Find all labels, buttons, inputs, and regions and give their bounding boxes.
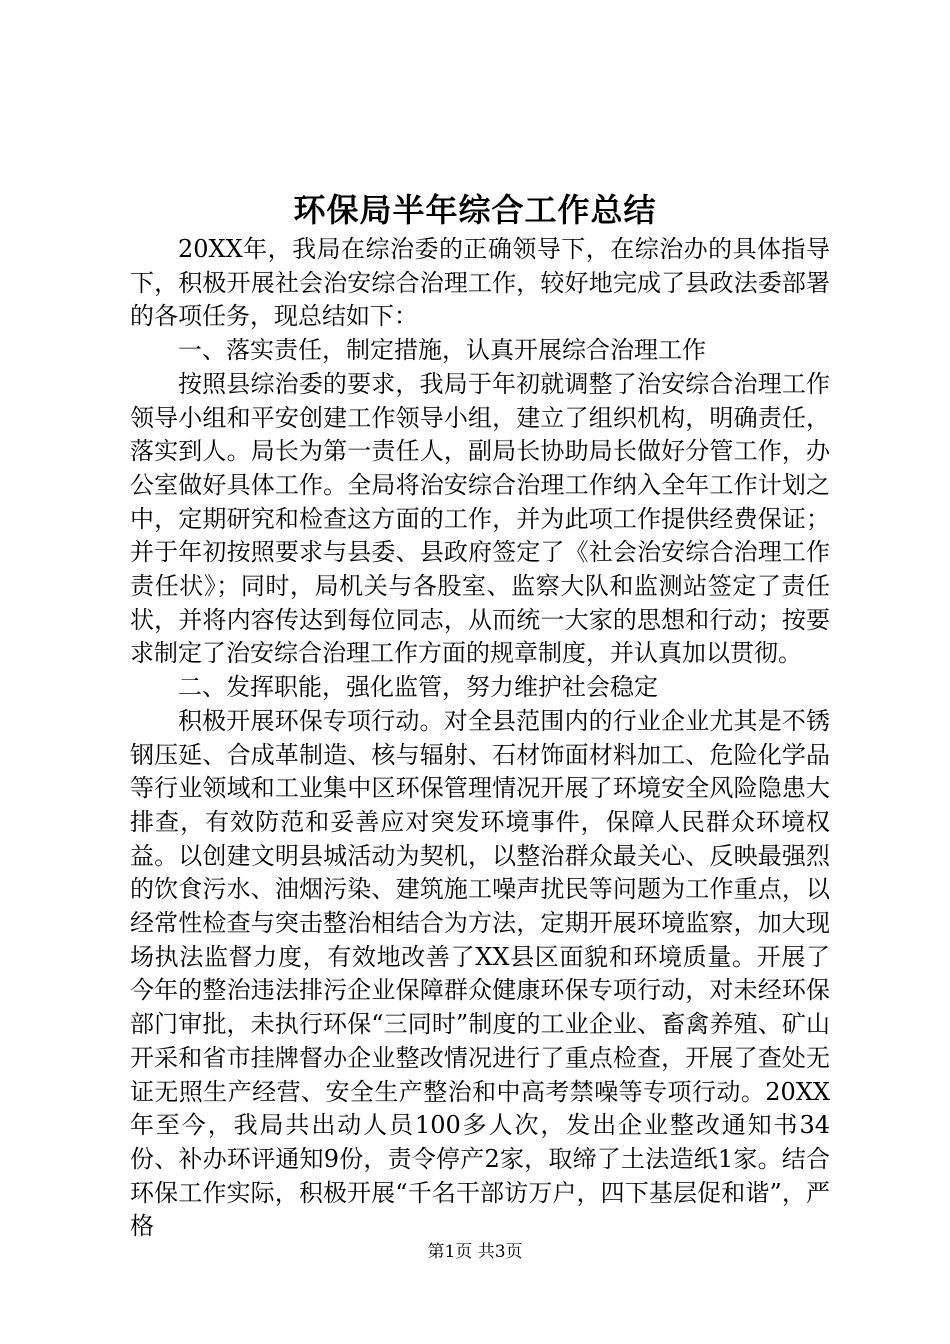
intro-paragraph: 20XX年，我局在综治委的正确领导下，在综治办的具体指导下，积极开展社会治安综合治理工作，较好地完成了县政法委部署的各项任务，现总结如下： xyxy=(130,235,830,331)
document-body xyxy=(130,233,830,1244)
section-1-paragraph: 按照县综治委的要求，我局于年初就调整了治安综合治理工作领导小组和平安创建工作领导小组，建立了组织机构，明确责任，落实到人。局长为第一责任人，副局长协助局长做好分管工作，办公室做好具体工作。全局将治安综合治理工作纳入全年工作计划之中，定期研究和检查这方面的工作，并为此项工作提供经费保证；并于年初按照要求与县委、县政府签定了《社会治安综合治理工作责任状》；同时，局机关与各股室、监察大队和监测站签定了责任状，并将内容传达到每位同志，从而统一大家的思想和行动；按要求制定了治安综合治理工作方面的规章制度，并认真加以贯彻。 xyxy=(130,369,830,668)
page-number-footer: 第1页 共3页 xyxy=(427,1242,523,1262)
section-2-paragraph: 积极开展环保专项行动。对全县范围内的行业企业尤其是不锈钢压延、合成革制造、核与辐射、石材饰面材料加工、危险化学品等行业领域和工业集中区环保管理情况开展了环境安全风险隐患大排查，有效防范和妥善应对突发环境事件，保障人民群众环境权益。以创建文明县城活动为契机，以整治群众最关心、反映最强烈的饮食污水、油烟污染、建筑施工噪声扰民等问题为工作重点，以经常性检查与突击整治相结合为方法，定期开展环境监察，加大现场执法监督力度，有效地改善了XX县区面貌和环境质量。开展了今年的整治违法排污企业保障群众健康环保专项行动，对未经环保部门审批，未执行环保“三同时”制度的工业企业、畜禽养殖、矿山开采和省市挂牌督办企业整改情况进行了重点检查，开展了查处无证无照生产经营、安全生产整治和中高考禁噪等专项行动。20XX年至今，我局共出动人员100多人次，发出企业整改通知书34份、补办环评通知9份，责令停产2家，取缔了土法造纸1家。结合环保工作实际，积极开展“千名干部访万户，四下基层促和谐”，严格 xyxy=(130,706,830,1241)
section-heading-1: 一、落实责任，制定措施，认真开展综合治理工作 xyxy=(178,336,706,365)
section-heading-2: 二、发挥职能，强化监管，努力维护社会稳定 xyxy=(178,673,658,702)
document-title: 环保局半年综合工作总结 xyxy=(293,191,657,229)
